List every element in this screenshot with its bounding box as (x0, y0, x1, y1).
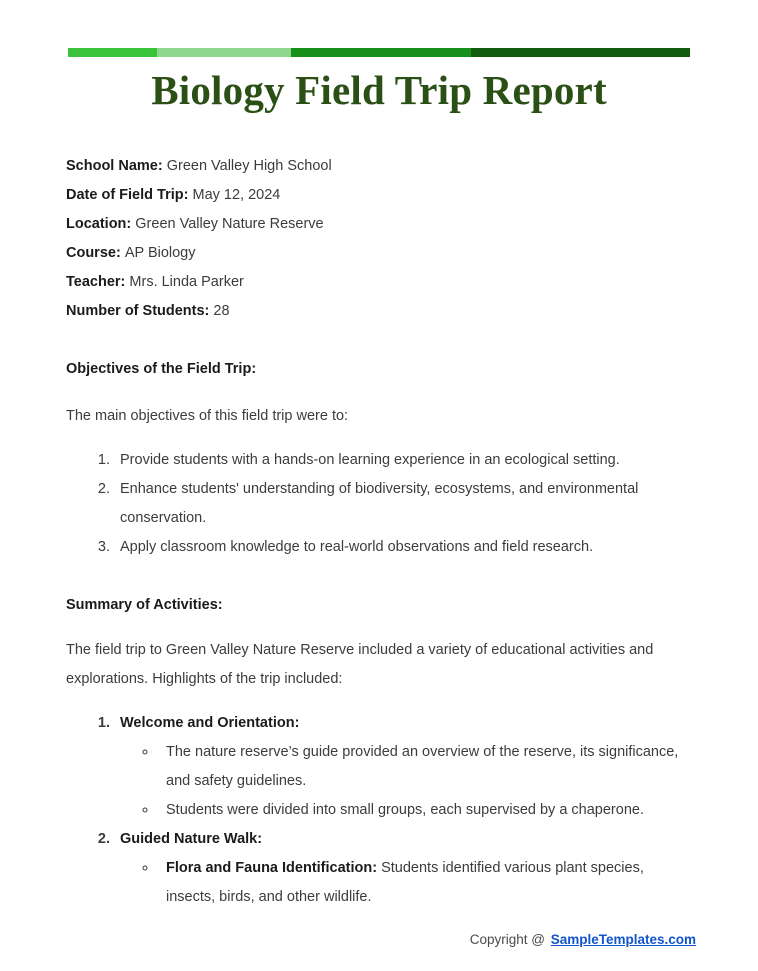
copyright-text: Copyright @ (469, 932, 549, 947)
metadata-label: Course: (66, 245, 125, 261)
report-metadata (66, 152, 694, 326)
accent-color-bar (68, 48, 690, 57)
point-text: Students were divided into small groups, each supervised by a chaperone. (166, 802, 644, 818)
metadata-value: 28 (213, 303, 230, 319)
summary-heading: Summary of Activities: (66, 597, 223, 613)
objectives-list (66, 446, 694, 562)
list-item: 1. Provide students with a hands-on learning experience in an ecological setting. (114, 446, 694, 475)
metadata-row-teacher (66, 268, 694, 297)
metadata-value: Green Valley Nature Reserve (135, 216, 324, 232)
metadata-value: AP Biology (124, 245, 196, 261)
list-item (158, 854, 694, 912)
objectives-intro: The main objectives of this field trip were to: (66, 408, 349, 424)
activity-title: Guided Nature Walk: (120, 831, 263, 847)
document-body (66, 152, 694, 912)
activity-points-list (120, 738, 694, 825)
accent-bar-segment-2 (157, 48, 291, 57)
metadata-row-location (66, 210, 694, 239)
metadata-label: Location: (66, 216, 136, 232)
metadata-row-number-of-students (66, 297, 694, 326)
page-title: Biology Field Trip Report (151, 67, 607, 113)
point-text: The nature reserve’s guide provided an overview of the reserve, its significance, and safety guidelines. (166, 744, 679, 789)
metadata-value: May 12, 2024 (192, 187, 281, 203)
accent-bar-segment-1 (68, 48, 157, 57)
point-lead-in: Flora and Fauna Identification: (166, 860, 382, 876)
accent-bar-segment-4 (471, 48, 690, 57)
point-text: Students identified various plant species, insects, birds, and other wildlife. (166, 860, 644, 905)
list-item (114, 825, 694, 912)
metadata-label: Teacher: (66, 274, 130, 290)
metadata-row-course (66, 239, 694, 268)
accent-bar-segment-3 (291, 48, 471, 57)
list-item (158, 796, 694, 825)
activity-title: Welcome and Orientation: (120, 715, 300, 731)
sample-templates-link[interactable]: SampleTemplates.com (550, 932, 696, 947)
metadata-value: Mrs. Linda Parker (129, 274, 244, 290)
activity-points-list (120, 854, 694, 912)
metadata-label: Date of Field Trip: (66, 187, 193, 203)
metadata-row-date-of-field-trip (66, 181, 694, 210)
activities-list (66, 709, 694, 912)
metadata-value: Green Valley High School (166, 158, 332, 174)
metadata-label: School Name: (66, 158, 167, 174)
list-item (158, 738, 694, 796)
list-item: 3. Apply classroom knowledge to real-world observations and field research. (114, 533, 694, 562)
metadata-label: Number of Students: (66, 303, 214, 319)
list-item (114, 709, 694, 825)
summary-intro: The field trip to Green Valley Nature Reserve included a variety of educational activities and explorations. Highlights of the trip included: (66, 642, 654, 687)
metadata-row-school-name (66, 152, 694, 181)
objectives-heading: Objectives of the Field Trip: (66, 361, 257, 377)
footer (0, 932, 758, 947)
list-item: 2. Enhance students' understanding of biodiversity, ecosystems, and environmental conservation. (114, 475, 694, 533)
